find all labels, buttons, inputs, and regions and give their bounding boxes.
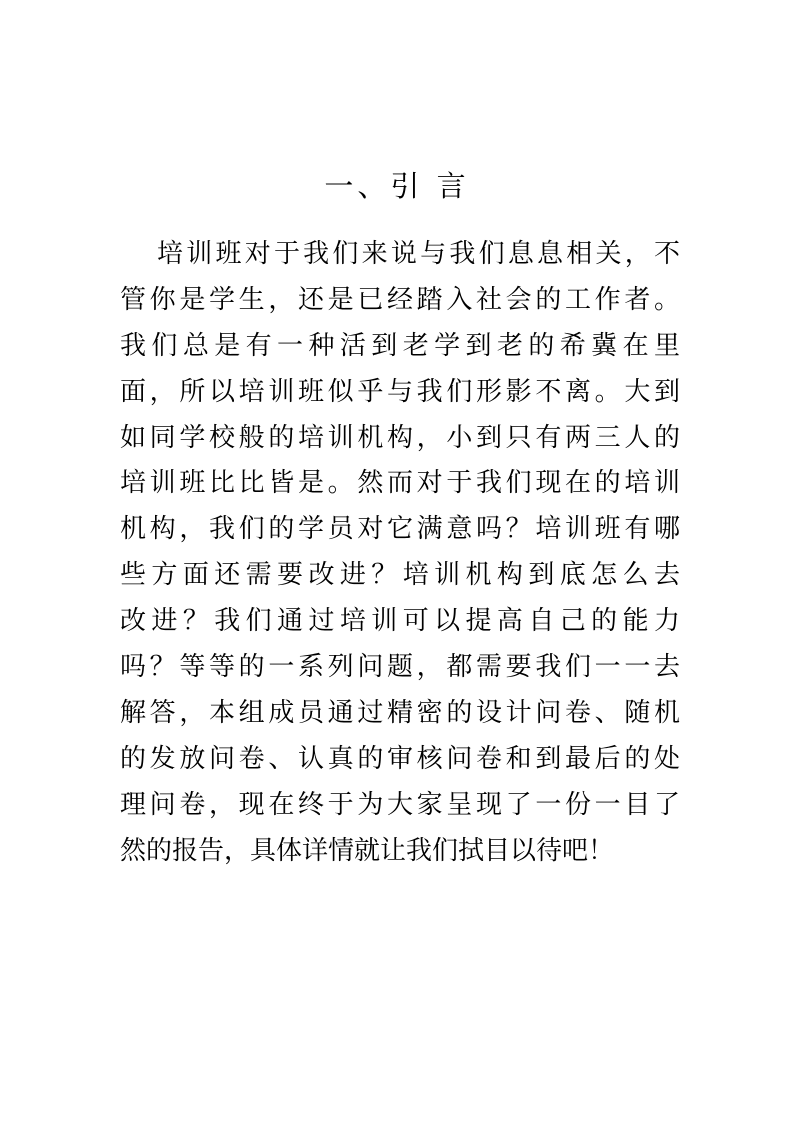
paragraph-line: 些方面还需要改进？培训机构到底怎么去: [120, 560, 680, 591]
paragraph-line: 改进？我们通过培训可以提高自己的能力: [120, 606, 680, 637]
paragraph-line: 面，所以培训班似乎与我们形影不离。大到: [120, 376, 680, 407]
paragraph-line: 的发放问卷、认真的审核问卷和到最后的处: [120, 743, 680, 774]
paragraph-line: 管你是学生，还是已经踏入社会的工作者。: [120, 284, 680, 315]
paragraph-line: 培训班对于我们来说与我们息息相关，不: [157, 239, 680, 269]
section-heading: 一、引 言: [324, 169, 470, 203]
paragraph-line: 我们总是有一种活到老学到老的希冀在里: [120, 330, 680, 361]
paragraph-line: 吗？等等的一系列问题，都需要我们一一去: [120, 652, 680, 683]
intro-paragraph: [120, 232, 680, 874]
paragraph-line: 如同学校般的培训机构，小到只有两三人的: [120, 422, 680, 453]
paragraph-line: 理问卷，现在终于为大家呈现了一份一目了: [120, 789, 680, 820]
paragraph-line: 然的报告，具体详情就让我们拭目以待吧！: [120, 835, 615, 866]
paragraph-line: 解答，本组成员通过精密的设计问卷、随机: [120, 697, 680, 728]
paragraph-line: 培训班比比皆是。然而对于我们现在的培训: [120, 468, 680, 499]
paragraph-line: 机构，我们的学员对它满意吗？培训班有哪: [120, 514, 680, 545]
